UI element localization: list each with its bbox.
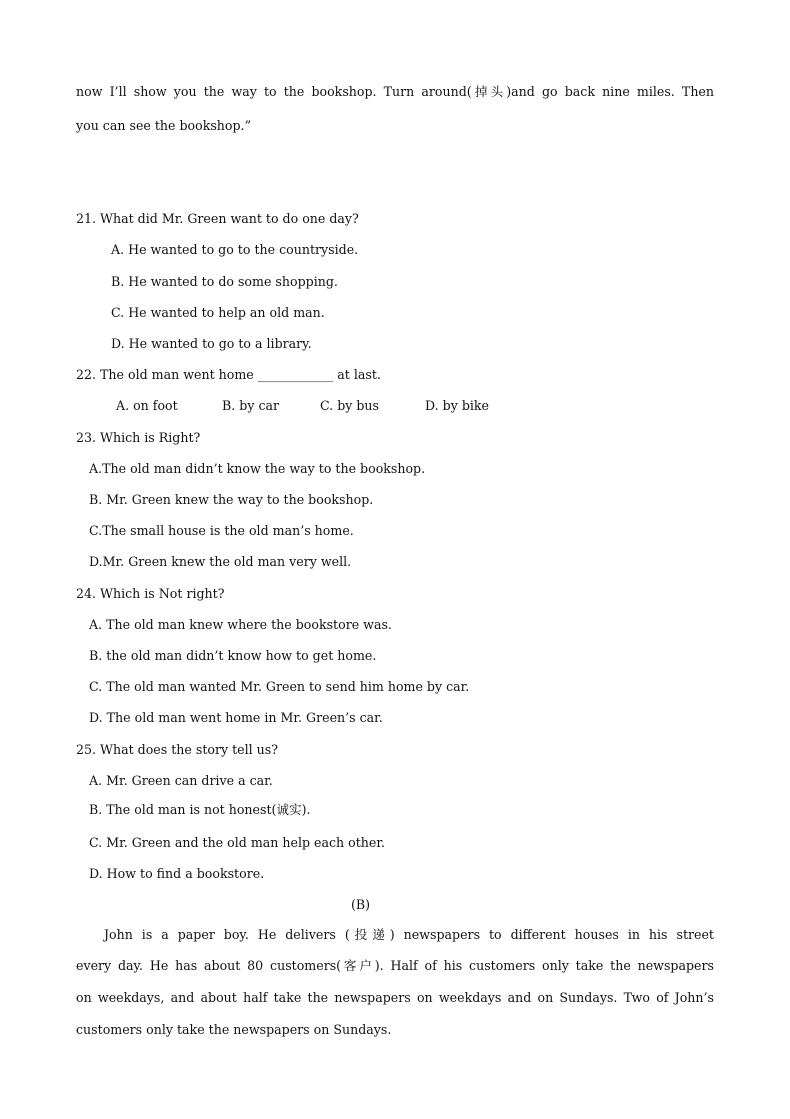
question-24-stem: 24. Which is Not right?: [76, 586, 225, 601]
section-b-paragraph-line: customers only take the newspapers on Sundays.: [76, 1022, 392, 1037]
question-23-option-b: B. Mr. Green knew the way to the bookshop.: [89, 492, 374, 507]
question-22-option-d: D. by bike: [425, 398, 490, 413]
passage-line: you can see the bookshop.”: [76, 118, 252, 133]
question-23-option-c: C.The small house is the old man’s home.: [89, 523, 354, 538]
question-22-option-a: A. on foot: [116, 398, 178, 413]
question-21-option-c: C. He wanted to help an old man.: [111, 305, 325, 320]
question-25-option-d: D. How to find a bookstore.: [89, 866, 265, 881]
question-21-option-d: D. He wanted to go to a library.: [111, 336, 312, 351]
question-24-option-a: A. The old man knew where the bookstore was.: [89, 617, 392, 632]
question-22-stem: 22. The old man went home ____________ at last.: [76, 367, 381, 382]
question-23-option-a: A.The old man didn’t know the way to the bookshop.: [89, 461, 426, 476]
section-b-heading: (B): [351, 897, 371, 912]
question-23-option-d: D.Mr. Green knew the old man very well.: [89, 554, 352, 569]
question-21-stem: 21. What did Mr. Green want to do one day?: [76, 211, 359, 226]
question-22-option-c: C. by bus: [320, 398, 380, 413]
question-25-stem: 25. What does the story tell us?: [76, 742, 278, 757]
section-b-paragraph-line: on weekdays, and about half take the newspapers on weekdays and on Sundays. Two of John’s: [76, 990, 714, 1005]
question-23-stem: 23. Which is Right?: [76, 430, 201, 445]
question-24-option-b: B. the old man didn’t know how to get home.: [89, 648, 377, 663]
question-24-option-d: D. The old man went home in Mr. Green’s car.: [89, 710, 383, 725]
question-25-option-b: B. The old man is not honest(诚实).: [89, 802, 311, 817]
question-25-option-a: A. Mr. Green can drive a car.: [89, 773, 273, 788]
question-24-option-c: C. The old man wanted Mr. Green to send him home by car.: [89, 679, 470, 694]
question-21-option-b: B. He wanted to do some shopping.: [111, 274, 338, 289]
question-22-option-b: B. by car: [222, 398, 280, 413]
passage-line: now I’ll show you the way to the bookshop. Turn around(掉头)and go back nine miles. Then: [76, 84, 714, 99]
question-25-option-c: C. Mr. Green and the old man help each other.: [89, 835, 386, 850]
section-b-paragraph-line: every day. He has about 80 customers(客户). Half of his customers only take the newspapers: [76, 958, 714, 973]
section-b-paragraph-line: John is a paper boy. He delivers (投递) newspapers to different houses in his street: [104, 927, 714, 942]
question-21-option-a: A. He wanted to go to the countryside.: [111, 242, 359, 257]
